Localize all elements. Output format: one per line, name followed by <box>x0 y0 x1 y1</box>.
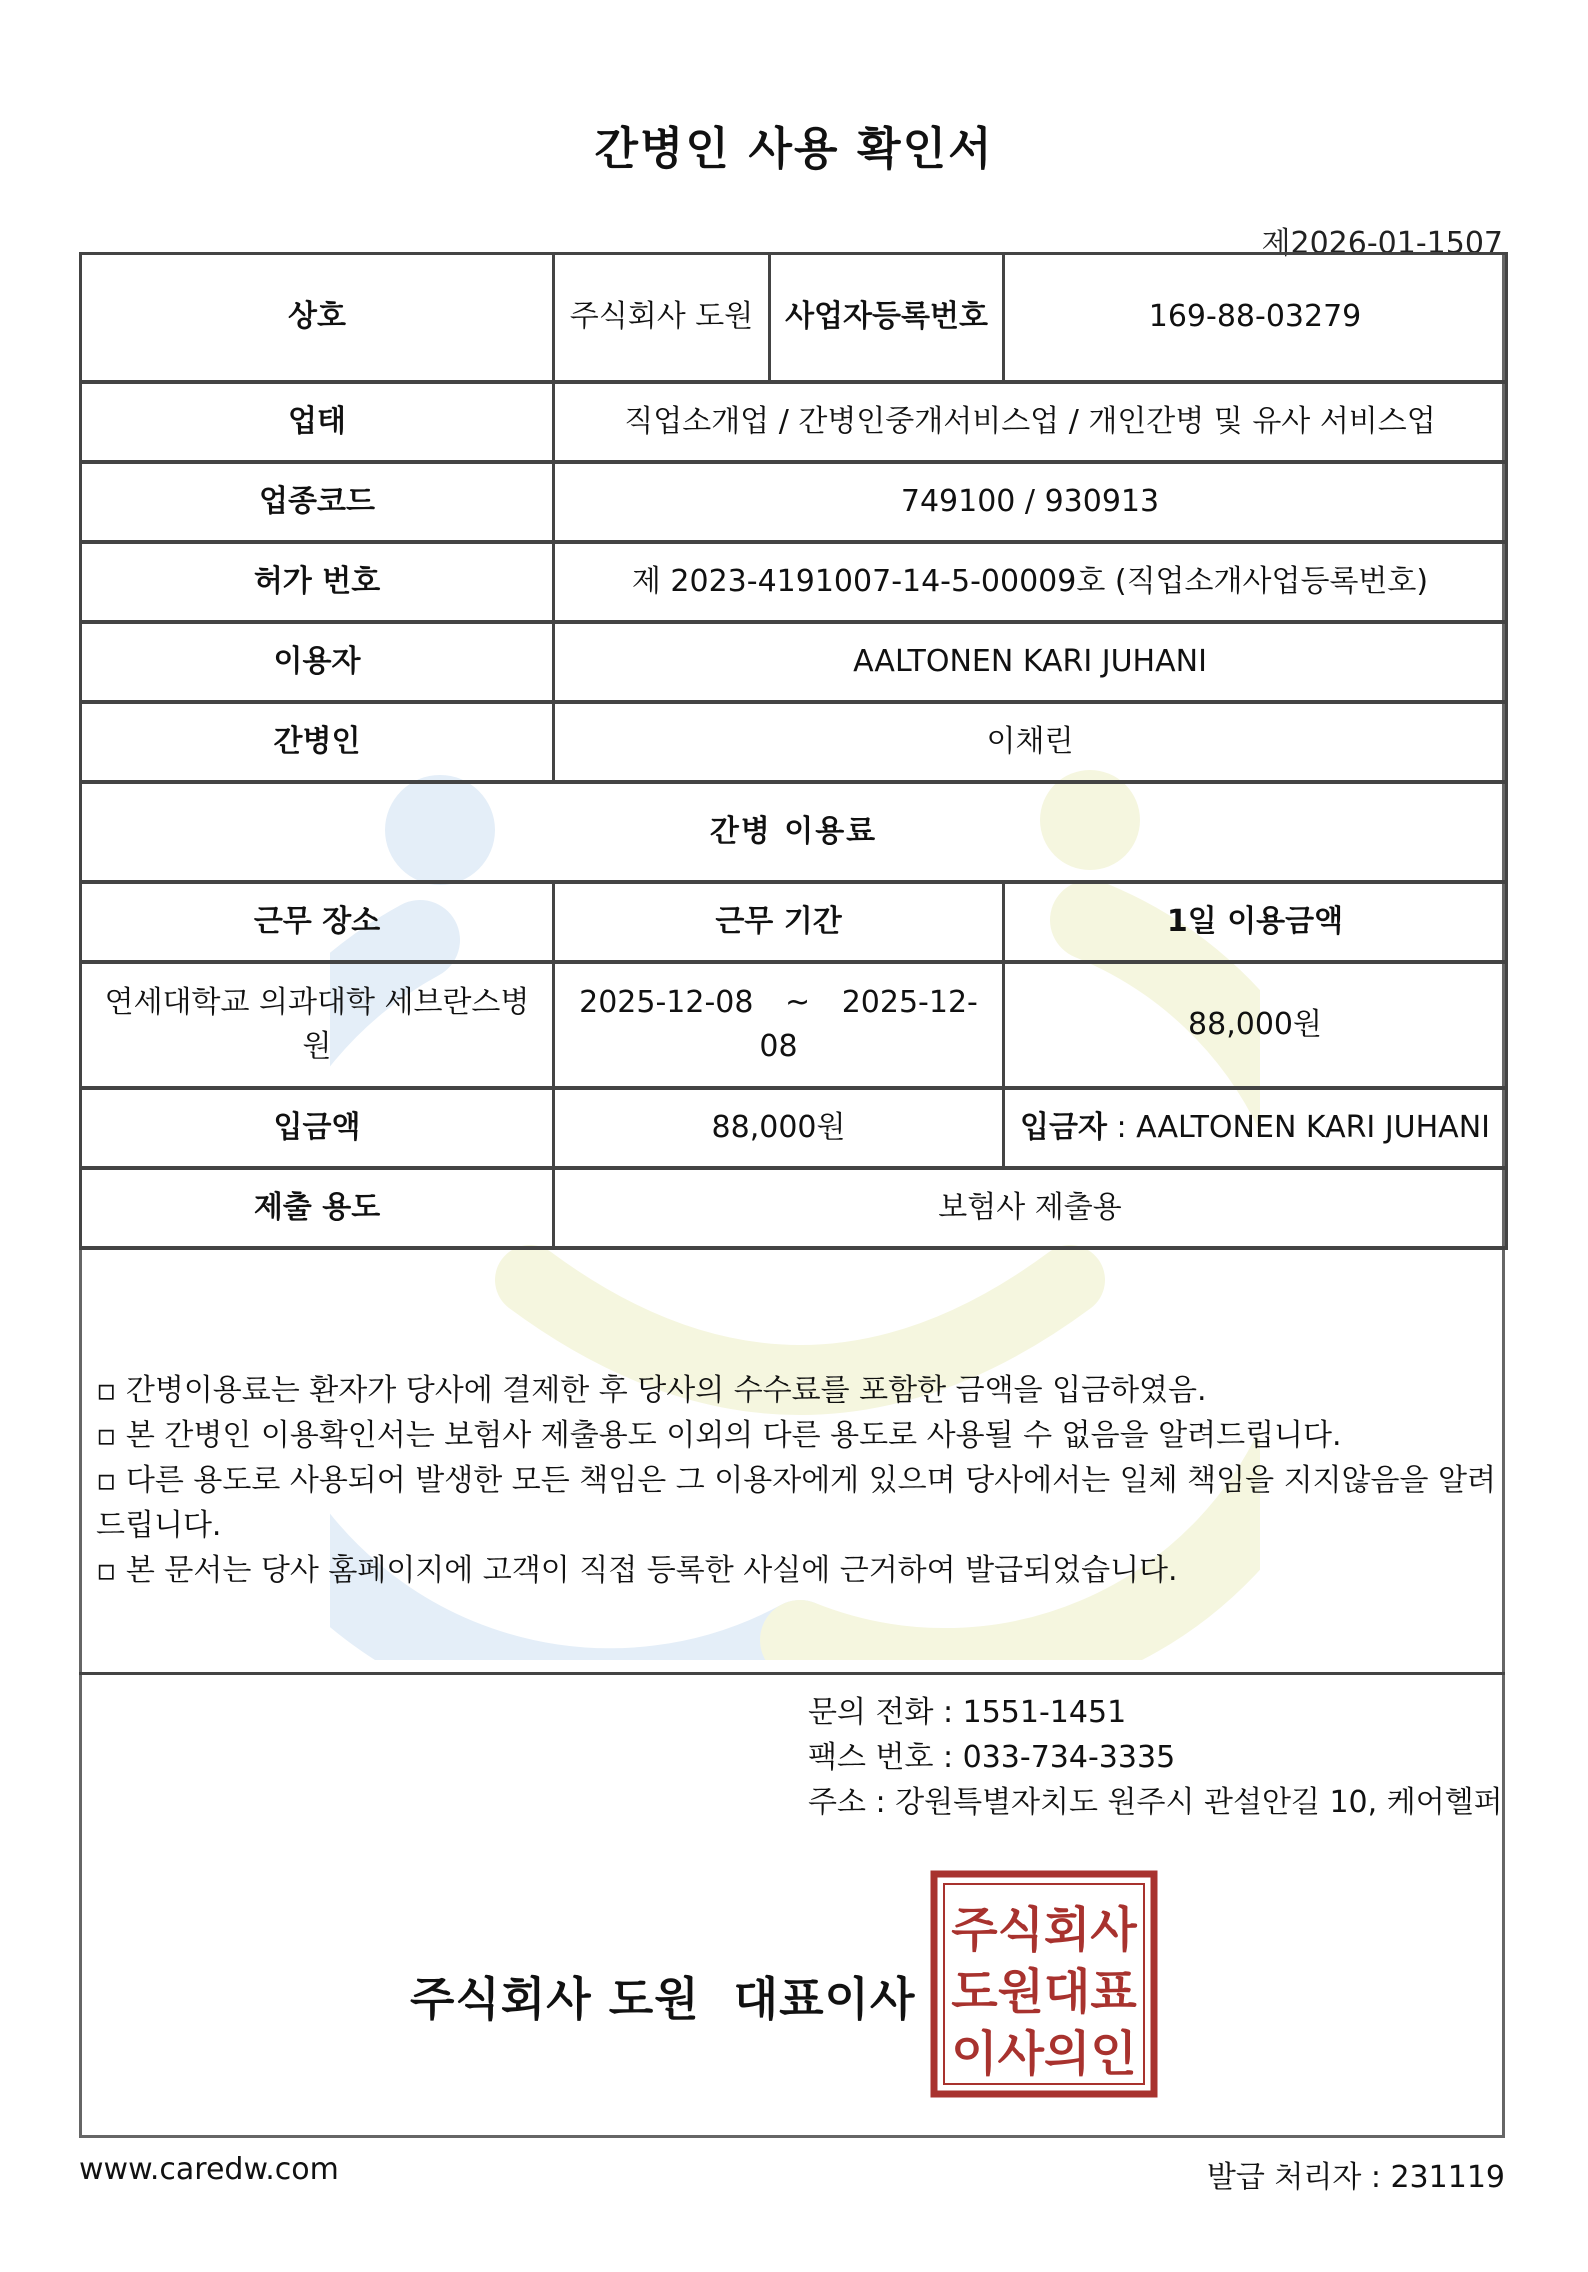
fee-section-heading: 간병 이용료 <box>81 782 1507 882</box>
row-license <box>81 542 1507 622</box>
svg-text:도원대표: 도원대표 <box>951 1964 1137 2020</box>
company-seal-stamp <box>930 1870 1158 2098</box>
business-type-value: 직업소개업 / 간병인중개서비스업 / 개인간병 및 유사 서비스업 <box>554 382 1507 462</box>
business-reg-value: 169-88-03279 <box>1004 254 1507 382</box>
info-table <box>79 252 1508 1250</box>
industry-code-label: 업종코드 <box>81 462 554 542</box>
daily-fee: 88,000원 <box>1004 962 1507 1088</box>
deposit-label: 입금액 <box>81 1088 554 1168</box>
section-divider <box>79 1672 1505 1675</box>
period-end: 2025-12-08 <box>759 984 978 1064</box>
header-place: 근무 장소 <box>81 882 554 962</box>
industry-code-value: 749100 / 930913 <box>554 462 1507 542</box>
caregiver-label: 간병인 <box>81 702 554 782</box>
work-place: 연세대학교 의과대학 세브란스병원 <box>81 962 554 1088</box>
license-label: 허가 번호 <box>81 542 554 622</box>
footer-issuer: 발급 처리자 : 231119 <box>1206 2160 1505 2195</box>
depositor-cell <box>1004 1088 1507 1168</box>
row-fee-heading <box>81 782 1507 882</box>
rep-company: 주식회사 도원 <box>410 1972 700 2026</box>
header-period: 근무 기간 <box>554 882 1004 962</box>
purpose-label: 제출 용도 <box>81 1168 554 1248</box>
header-daily-fee: 1일 이용금액 <box>1004 882 1507 962</box>
business-reg-label: 사업자등록번호 <box>770 254 1004 382</box>
contact-phone: 문의 전화 : 1551-1451 <box>808 1695 1127 1730</box>
deposit-value: 88,000원 <box>554 1088 1004 1168</box>
document-title: 간병인 사용 확인서 <box>594 122 994 175</box>
row-company <box>81 254 1507 382</box>
period-start: 2025-12-08 <box>579 984 754 1020</box>
row-industry-code <box>81 462 1507 542</box>
row-fee-values <box>81 962 1507 1088</box>
license-value: 제 2023-4191007-14-5-00009호 (직업소개사업등록번호) <box>554 542 1507 622</box>
notice-item: ▫ 다른 용도로 사용되어 발생한 모든 책임은 그 이용자에게 있으며 당사에서는 일체 책임을 지지않음을 알려드립니다. <box>96 1463 1496 1543</box>
depositor-value: : AALTONEN KARI JUHANI <box>1116 1109 1490 1145</box>
rep-title: 대표이사 <box>733 1972 916 2026</box>
notice-item: ▫ 본 간병인 이용확인서는 보험사 제출용도 이외의 다른 용도로 사용될 수 없음을 알려드립니다. <box>96 1418 1342 1453</box>
user-value: AALTONEN KARI JUHANI <box>554 622 1507 702</box>
row-caregiver <box>81 702 1507 782</box>
company-value: 주식회사 도원 <box>554 254 770 382</box>
svg-text:주식회사: 주식회사 <box>951 1902 1137 1958</box>
user-label: 이용자 <box>81 622 554 702</box>
company-label: 상호 <box>81 254 554 382</box>
depositor-label: 입금자 <box>1020 1109 1107 1145</box>
svg-text:이사의인: 이사의인 <box>951 2026 1137 2082</box>
notice-list <box>96 1368 1496 1593</box>
work-period <box>554 962 1004 1088</box>
contact-fax: 팩스 번호 : 033-734-3335 <box>808 1740 1176 1775</box>
business-type-label: 업태 <box>81 382 554 462</box>
period-separator: ~ <box>785 984 811 1020</box>
row-deposit <box>81 1088 1507 1168</box>
purpose-value: 보험사 제출용 <box>554 1168 1507 1248</box>
footer-website: www.caredw.com <box>79 2152 339 2187</box>
notice-item: ▫ 간병이용료는 환자가 당사에 결제한 후 당사의 수수료를 포함한 금액을 입금하였음. <box>96 1373 1207 1408</box>
representative-signature <box>410 1963 915 2029</box>
caregiver-value: 이채린 <box>554 702 1507 782</box>
document-number: 제2026-01-1507 <box>1261 226 1503 261</box>
notice-item: ▫ 본 문서는 당사 홈페이지에 고객이 직접 등록한 사실에 근거하여 발급되었습니다. <box>96 1553 1178 1588</box>
row-business-type <box>81 382 1507 462</box>
contact-info <box>808 1690 1503 1825</box>
row-user <box>81 622 1507 702</box>
row-fee-headers <box>81 882 1507 962</box>
row-purpose <box>81 1168 1507 1248</box>
contact-address: 주소 : 강원특별자치도 원주시 관설안길 10, 케어헬퍼 <box>808 1785 1503 1820</box>
